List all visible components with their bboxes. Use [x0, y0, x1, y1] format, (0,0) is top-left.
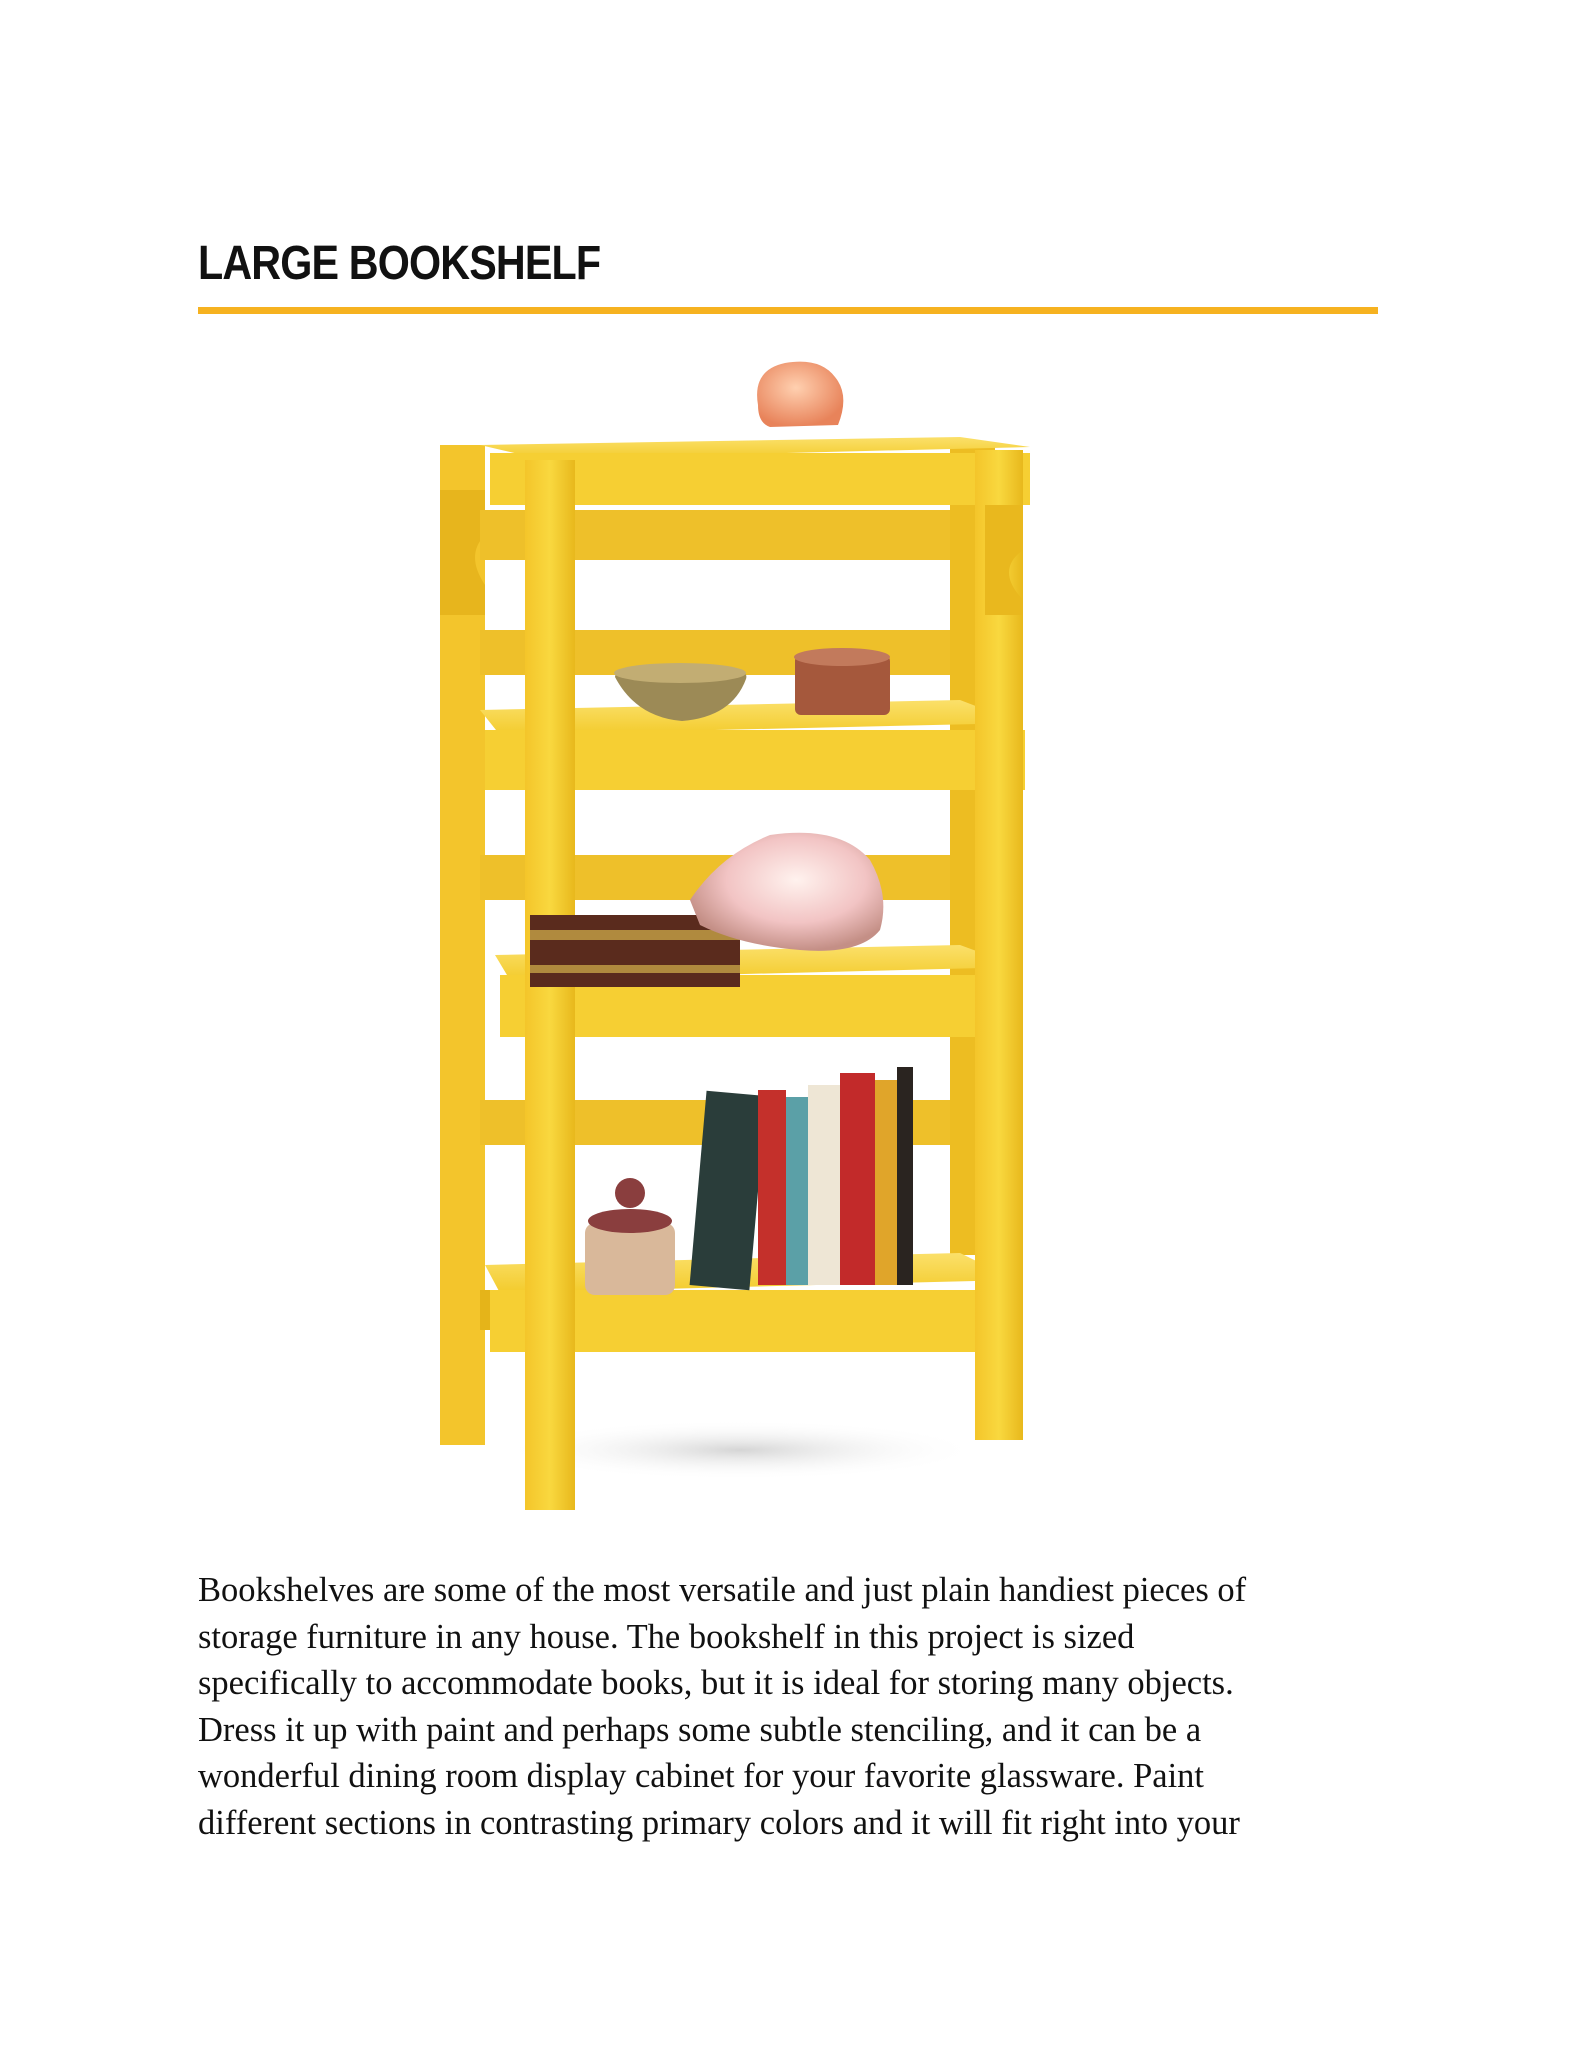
jar-knob	[615, 1178, 645, 1208]
book-red	[758, 1090, 786, 1285]
body-line-3: specifically to accommodate books, but it is ideal for storing many objects.	[198, 1664, 1234, 1702]
body-line-4: Dress it up with paint and perhaps some subtle stenciling, and it can be a	[198, 1710, 1202, 1749]
body-line-2: storage furniture in any house. The bookshelf in this project is sized	[198, 1617, 1135, 1656]
bookshelf-photo-icon	[440, 355, 1140, 1515]
body-line-6: different sections in contrasting primary colors and it will fit right into your	[198, 1803, 1240, 1842]
jar	[585, 1223, 675, 1295]
book-teal	[786, 1097, 808, 1285]
conch-shell	[690, 833, 883, 951]
leather-book-spine-band-2	[530, 965, 740, 973]
body-line-1: Bookshelves are some of the most versatile and just plain handiest pieces of	[198, 1571, 1247, 1609]
salt-lamp	[757, 362, 843, 427]
book-cream	[808, 1085, 840, 1285]
book-red-2	[840, 1073, 875, 1285]
jar-lid	[588, 1209, 672, 1233]
page-title: LARGE BOOKSHELF	[198, 237, 601, 290]
book-black	[897, 1067, 913, 1285]
body-line-5: wonderful dining room display cabinet for your favorite glassware. Paint	[198, 1757, 1204, 1795]
book-stack	[690, 1067, 913, 1290]
bookshelf-figure	[440, 355, 1140, 1515]
book-yellow	[875, 1080, 897, 1285]
leather-book-spine-band	[530, 930, 740, 940]
title-underline-rule	[198, 307, 1378, 314]
marble-box-lid	[794, 648, 890, 666]
body-paragraph	[198, 1567, 1398, 1846]
bowl-rim	[614, 663, 746, 683]
